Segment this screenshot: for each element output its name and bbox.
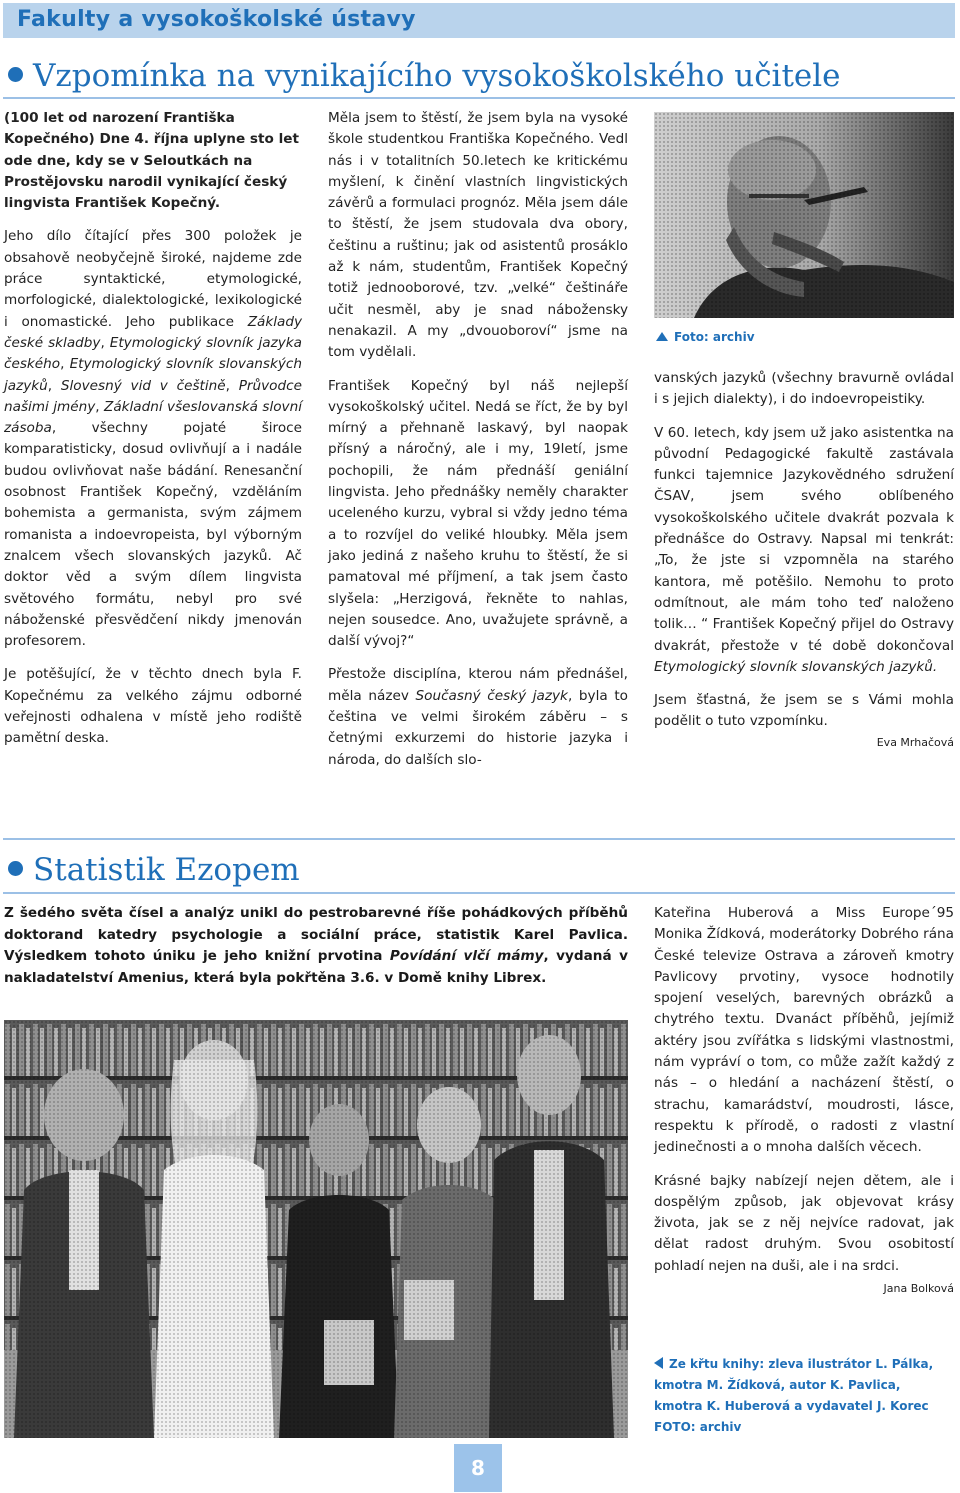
article1-intro: (100 let od narození Františka Kopečného) Dne 4. října uplyne sto let ode dne, kdy se v Seloutkách na Prostějovsku narodil vynikající český lingvista František Kopečný. bbox=[4, 110, 299, 212]
article1-paragraph: vanských jazyků (všechny bravurně ovládal i s jejich dialekty), i do indoevropeistiky. bbox=[654, 370, 954, 408]
group-image bbox=[4, 1020, 628, 1438]
page-number: 8 bbox=[454, 1444, 502, 1492]
group-caption: Ze křtu knihy: zleva ilustrátor L. Pálka, kmotra M. Žídková, autor K. Pavlica, kmotra K. Huberová a vydavatel J. Korec FOTO: archiv bbox=[654, 1357, 934, 1434]
portrait-photo bbox=[654, 112, 954, 318]
article2-right-column bbox=[654, 903, 954, 1297]
bullet-icon bbox=[8, 67, 23, 82]
article1-paragraph: Přestože disciplína, kterou nám přednášel, měla název Současný český jazyk, byla to čeština ve velmi širokém záběru – s četnými exkurzemi do historie jazyka i národa, do dalších slo- bbox=[328, 666, 628, 768]
article1-paragraph: Jsem šťastná, že jsem se s Vámi mohla podělit o tuto vzpomínku. bbox=[654, 692, 954, 730]
group-photo bbox=[4, 1020, 628, 1438]
article1-paragraph: Měla jsem to štěstí, že jsem byla na vysoké škole studentkou Františka Kopečného. Vedl nás i v totalitních 50.letech ke kritickému myšlení, k činění vlastních lingvistických závěrů a formulaci prognóz. Měla jsem dále to štěstí, že jsem studovala dva obory, češtinu a ruštinu; jak od asistentů prosáklo až k nám, studentům, František Kopečný totiž jednooborové, tzv. „velké“ češtináře učit nesměl, aby je snad nábožensky nenakazil. A my „dvouoboroví“ jsme na tom vydělali. bbox=[328, 110, 628, 361]
divider bbox=[3, 97, 955, 99]
article1-paragraph: Je potěšující, že v těchto dnech byla F. Kopečnému za velkého zájmu odborné veřejnosti odhalena v místě jeho rodiště pamětní deska. bbox=[4, 666, 302, 747]
article2-paragraph: Krásné bajky nabízejí nejen dětem, ale i dospělým způsob, jak objevovat krásy života, jak se z něj nejvíce radovat, jak dělat radost druhým. Svou osobitostí pohladí nejen na duši, ale i na srdci. Jana Bolková bbox=[654, 1172, 954, 1296]
triangle-left-icon bbox=[654, 1357, 663, 1369]
article2-paragraph: Kateřina Huberová a Miss Europe´95 Monika Žídková, moderátorky Dobrého rána České televize Ostrava a zároveň kmotry Pavlicovy prvotiny, vysoce hodnotily spojení veselých, barevných obrázků a chytrého textu. Dvanáct příběhů, jejímiž aktéry jsou zvířátka s lidskými vlastnostmi, nám vypráví o tom, co může zažít každý z nás – o hledání a nacházení štěstí, o strachu, kamarádství, moudrosti, lásce, respektu k přírodě, o radosti z vlastní jedinečnosti a o mnoha dalších věcech. bbox=[654, 905, 954, 1156]
triangle-up-icon bbox=[656, 332, 668, 341]
article1-paragraph: V 60. letech, kdy jsem už jako asistentka na původní Pedagogické fakultě zastávala funkci tajemnice Jazykovědného sdružení ČSAV, jsem svého oblíbeného vysokoškolského učitele dvakrát pozvala k přednášce do Ostravy. Napsal mi tenkrát: „To, že jste si vzpomněla na starého kantora, mě potěšilo. Nemohu to proto odmítnout, ale mám toho teď naloženo tolik… “ František Kopečný přijel do Ostravy dvakrát, přestože v té době dokončoval Etymologický slovník slovanských jazyků. bbox=[654, 424, 954, 675]
article1-column-2 bbox=[328, 108, 628, 783]
divider bbox=[3, 838, 955, 840]
section-header bbox=[3, 3, 955, 38]
article1-headline: Vzpomínka na vynikajícího vysokoškolského učitele bbox=[8, 58, 841, 94]
section-title: Fakulty a vysokoškolské ústavy bbox=[17, 7, 416, 32]
article2-headline: Statistik Ezopem bbox=[8, 852, 300, 888]
portrait-image bbox=[654, 112, 954, 318]
divider bbox=[3, 892, 955, 894]
article1-column-3 bbox=[654, 368, 954, 751]
article2-signature: Jana Bolková bbox=[883, 1282, 954, 1296]
bullet-icon bbox=[8, 861, 23, 876]
article1-paragraph: Jeho dílo čítající přes 300 položek je obsahově neobyčejně široké, najdeme zde práce syntaktické, etymologické, morfologické, dialektologické, lexikologické i onomastické. Jeho publikace Základy české skladby, Etymologický slovník jazyka českého, Etymologický slovník slovanských jazyků, Slovesný vid v češtině, Průvodce našimi jmény, Základní všeslovanská slovní zásoba, všechny pojaté široce komparatisticky, dosud ovlivňují a i nadále budou ovlivňovat naše bádání. Renesanční osobnost František Kopečný, vzděláním bohemista a germanista, svým zájmem romanista a indoevropeista, byl výborným znalcem všech slovanských jazyků. Ač doktor věd a svým dílem lingvista světového formátu, nebyl pro své náboženské přesvědčení nikdy jmenován profesorem. bbox=[4, 228, 302, 650]
article1-column-1 bbox=[4, 108, 302, 762]
article1-signature: Eva Mrhačová bbox=[876, 735, 954, 749]
article2-lead: Z šedého světa čísel a analýz unikl do pestrobarevné říše pohádkových příběhů doktorand katedry psychologie a sociální práce, statistik Karel Pavlica. Výsledkem tohoto úniku je jeho knižní prvotina Povídání vlčí mámy, vydaná v nakladatelství Amenius, která byla pokřtěna 3.6. v Domě knihy Librex. bbox=[4, 905, 628, 986]
article1-paragraph: František Kopečný byl náš nejlepší vysokoškolský učitel. Nedá se říct, že by byl mírný a přehnaně laskavý, byl naopak přísný a náročný, ale i my, 19letí, jsme pochopili, že nám přednáší geniální lingvista. Jeho přednášky neměly charakter uceleného kurzu, vybral si vždy jedno téma a to rozvíjel do veliké hloubky. Měla jsem jako jediná z našeho kruhu to štěstí, že si pamatoval mé příjmení, a tak jsem často slyšela: „Herzigová, řekněte to nahlas, nejen sousedce. Ano, uvažujete správně, a další vývoj?“ bbox=[328, 377, 628, 650]
portrait-caption: Foto: archiv bbox=[656, 327, 755, 348]
